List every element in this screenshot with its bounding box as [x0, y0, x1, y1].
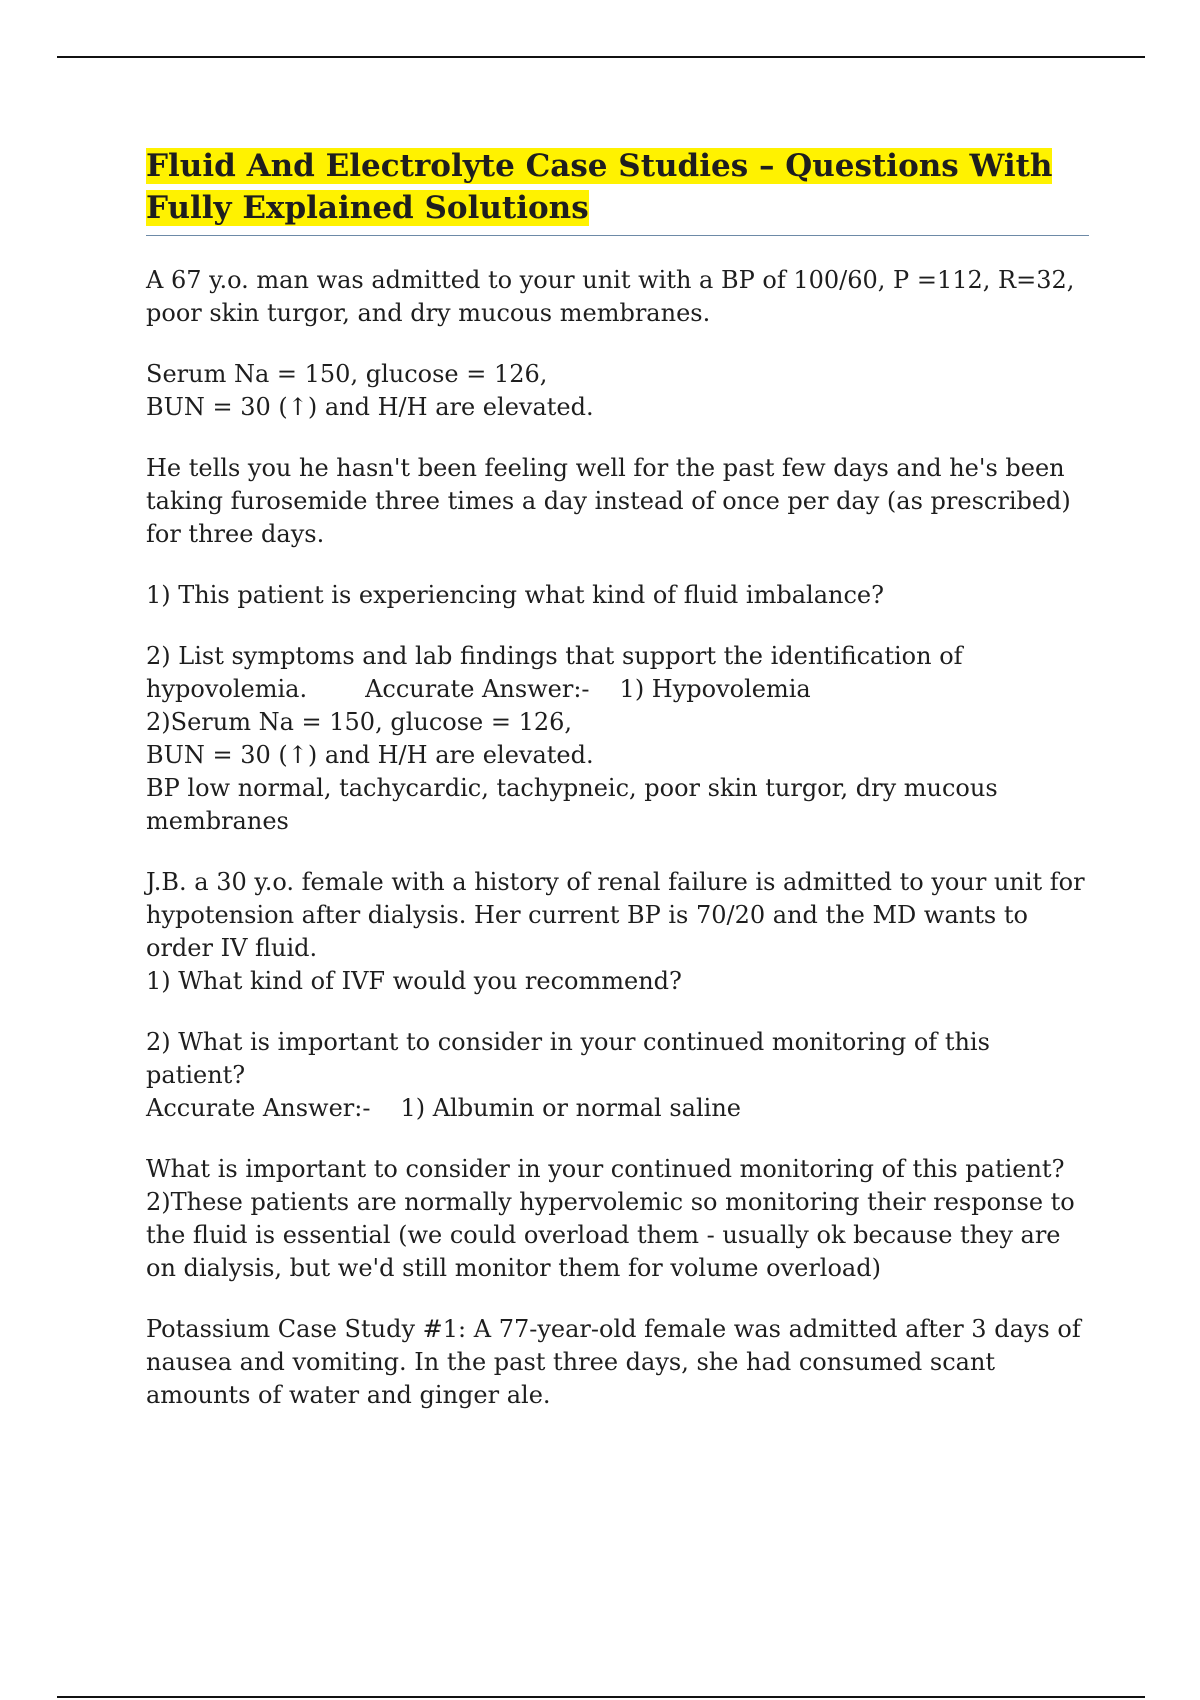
case2-answer-1: 1) Albumin or normal saline — [400, 1094, 741, 1122]
title-underline — [146, 235, 1089, 236]
case1-intro: A 67 y.o. man was admitted to your unit with a BP of 100/60, P =112, R=32, poor skin turgor, and dry mucous membranes. — [146, 266, 1075, 327]
case1-answer2-line1: 2)Serum Na = 150, glucose = 126, — [146, 708, 573, 736]
case1-answer-1: 1) Hypovolemia — [619, 675, 811, 703]
case3-intro: Potassium Case Study #1: A 77-year-old female was admitted after 3 days of nausea and vomiting. In the past three days, she had consumed scant amounts of water and ginger ale. — [146, 1315, 1081, 1409]
title-line-2: Fully Explained Solutions — [146, 190, 589, 226]
case1-labs-line2: BUN = 30 (↑) and H/H are elevated. — [146, 393, 594, 421]
case1-answer-label: Accurate Answer:- — [365, 675, 590, 703]
case1-answer2-line2: BUN = 30 (↑) and H/H are elevated. — [146, 741, 594, 769]
page-bottom-rule — [57, 1696, 1145, 1698]
case2-question-2: 2) What is important to consider in your continued monitoring of this patient? — [146, 1028, 990, 1089]
case1-labs — [146, 358, 1091, 424]
page-top-rule — [57, 56, 1145, 58]
case2-question-1: 1) What kind of IVF would you recommend? — [146, 967, 682, 995]
case1-labs-line1: Serum Na = 150, glucose = 126, — [146, 360, 548, 388]
case2-block — [146, 866, 1091, 998]
case1-answer2-line3: BP low normal, tachycardic, tachypneic, poor skin turgor, dry mucous membranes — [146, 774, 998, 835]
case2-intro: J.B. a 30 y.o. female with a history of renal failure is admitted to your unit for hypotension after dialysis. Her current BP is 70/20 and the MD wants to order IV fluid. — [146, 868, 1085, 962]
case2-answer-2: 2)These patients are normally hypervolemic so monitoring their response to the fluid is essential (we could overload them - usually ok because they are on dialysis, but we'd still monitor them for volume overload) — [146, 1188, 1075, 1282]
case1-q2-line2: hypovolemia. — [146, 675, 308, 703]
case1-question-1: 1) This patient is experiencing what kind of fluid imbalance? — [146, 581, 884, 609]
case2-answer2-question: What is important to consider in your continued monitoring of this patient? — [146, 1155, 1065, 1183]
case2-question-2-and-answer — [146, 1026, 1091, 1125]
document-page — [146, 145, 1091, 1412]
title-line-1: Fluid And Electrolyte Case Studies – Questions With — [146, 148, 1053, 184]
document-title — [146, 145, 1091, 229]
case1-q2-line1: 2) List symptoms and lab findings that support the identification of — [146, 642, 963, 670]
case2-answer-label: Accurate Answer:- — [146, 1094, 371, 1122]
case1-history: He tells you he hasn't been feeling well for the past few days and he's been taking furosemide three times a day instead of once per day (as prescribed) for three days. — [146, 454, 1071, 548]
case2-answer-2-block — [146, 1153, 1091, 1285]
case1-question-2-and-answer — [146, 640, 1091, 838]
